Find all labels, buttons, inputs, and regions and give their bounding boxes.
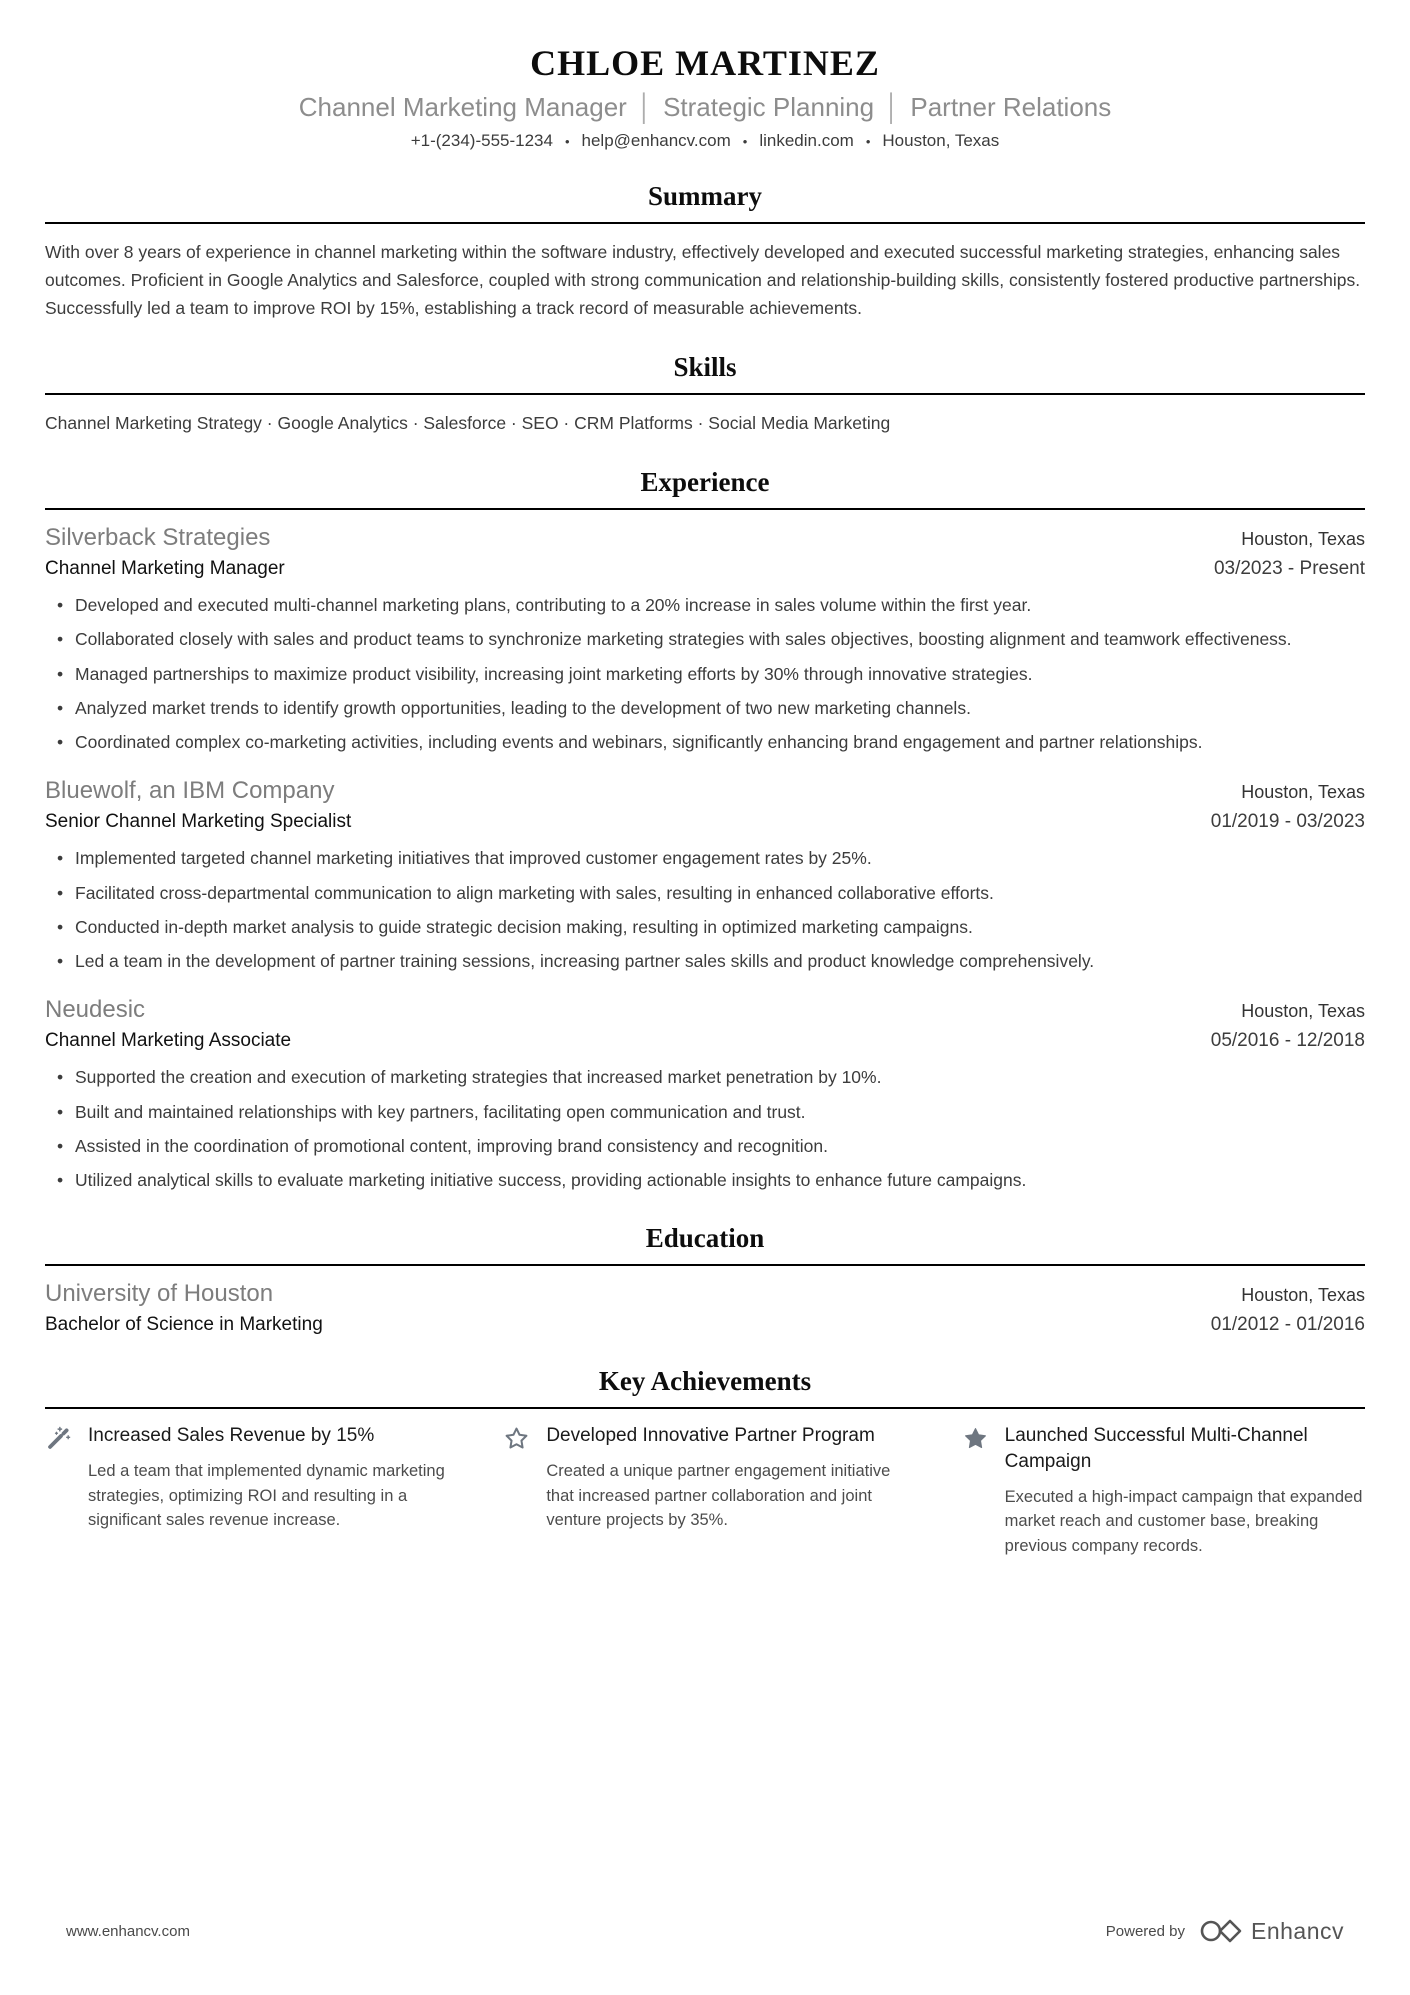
company-name: Bluewolf, an IBM Company xyxy=(45,777,335,805)
experience-heading: Experience xyxy=(640,467,770,497)
section-education xyxy=(45,1223,1365,1336)
section-achievements xyxy=(45,1366,1365,1559)
headline-separator: │ xyxy=(636,92,654,122)
section-skills xyxy=(45,352,1365,437)
contact-line xyxy=(45,131,1365,151)
company-location: Houston, Texas xyxy=(1241,529,1365,549)
page-footer xyxy=(0,1897,1410,1995)
headline-part: Channel Marketing Manager xyxy=(298,92,627,122)
bullet-item: • Coordinated complex co-marketing activities, including events and webinars, significantly enhancing brand engagement and partner relationships. xyxy=(53,729,1365,755)
skills-text: Channel Marketing Strategy · Google Analytics · Salesforce · SEO · CRM Platforms · Social Media Marketing xyxy=(45,413,891,433)
achievement-content xyxy=(546,1423,906,1533)
enhancv-brand-text: Enhancv xyxy=(1250,1917,1344,1944)
degree-name: Bachelor of Science in Marketing xyxy=(45,1314,323,1336)
bullet-item: • Supported the creation and execution of marketing strategies that increased market penetration by 10%. xyxy=(53,1064,1365,1090)
experience-entry xyxy=(45,524,1365,755)
skills-heading: Skills xyxy=(673,352,737,382)
star-outline-icon xyxy=(503,1425,530,1452)
achievement-content xyxy=(1005,1423,1365,1559)
bullet-item: • Managed partnerships to maximize product visibility, increasing joint marketing efforts by 30% through innovative strategies. xyxy=(53,661,1365,687)
achievement-content xyxy=(88,1423,448,1533)
achievement-text: Created a unique partner engagement initiative that increased partner collaboration and joint venture projects by 35%. xyxy=(546,1461,891,1530)
education-entry xyxy=(45,1280,1365,1336)
headline-part: Strategic Planning xyxy=(663,92,875,122)
star-filled-icon xyxy=(962,1425,989,1452)
enhancv-logo-icon xyxy=(1199,1917,1243,1945)
school-name: University of Houston xyxy=(45,1280,274,1308)
bullet-list xyxy=(45,1064,1365,1193)
company-location: Houston, Texas xyxy=(1241,782,1365,803)
bullet-list xyxy=(45,845,1365,974)
achievement-item xyxy=(503,1423,906,1559)
bullet-item: • Analyzed market trends to identify growth opportunities, leading to the development of two new marketing channels. xyxy=(53,695,1365,721)
section-divider xyxy=(45,1264,1365,1266)
achievement-item xyxy=(45,1423,448,1559)
bullet-item: • Conducted in-depth market analysis to guide strategic decision making, resulting in optimized marketing campaigns. xyxy=(53,914,1365,940)
bullet-item: • Developed and executed multi-channel marketing plans, contributing to a 20% increase in sales volume within the first year. xyxy=(53,592,1365,618)
summary-heading: Summary xyxy=(648,181,762,211)
resume-header xyxy=(45,42,1365,151)
headline-part: Partner Relations xyxy=(910,92,1112,122)
candidate-name: CHLOE MARTINEZ xyxy=(530,43,880,83)
email-link[interactable]: help@enhancv.com xyxy=(581,131,731,150)
bullet-item: • Implemented targeted channel marketing initiatives that improved customer engagement rates by 25%. xyxy=(53,845,1365,871)
bullet-list xyxy=(45,592,1365,755)
school-location: Houston, Texas xyxy=(1241,1285,1365,1306)
experience-entry xyxy=(45,996,1365,1193)
candidate-headline xyxy=(45,92,1365,123)
footer-url-link[interactable]: www.enhancv.com xyxy=(66,1922,190,1940)
enhancv-logo[interactable] xyxy=(1199,1917,1344,1945)
achievement-text: Led a team that implemented dynamic marketing strategies, optimizing ROI and resulting in a significant sales revenue increase. xyxy=(88,1461,445,1530)
company-location: Houston, Texas xyxy=(1241,1001,1365,1022)
achievement-text: Executed a high-impact campaign that expanded market reach and customer base, breaking previous company records. xyxy=(1004,1487,1363,1556)
section-summary xyxy=(45,181,1365,322)
job-title: Channel Marketing Associate xyxy=(45,1030,292,1052)
bullet-item: • Built and maintained relationships with key partners, facilitating open communication and trust. xyxy=(53,1099,1365,1125)
company-name: Silverback Strategies xyxy=(45,524,271,551)
job-title: Channel Marketing Manager xyxy=(45,558,285,579)
achievements-grid xyxy=(45,1423,1365,1559)
achievement-item xyxy=(962,1423,1365,1559)
phone-number: +1-(234)-555-1234 xyxy=(410,131,553,150)
section-experience xyxy=(45,467,1365,1193)
achievement-title: Increased Sales Revenue by 15% xyxy=(88,1425,375,1447)
location-text: Houston, Texas xyxy=(882,131,1000,150)
experience-entry xyxy=(45,777,1365,974)
powered-by-block xyxy=(1106,1917,1344,1945)
linkedin-link[interactable]: linkedin.com xyxy=(759,131,854,150)
degree-dates: 01/2012 - 01/2016 xyxy=(1210,1314,1365,1336)
achievement-title: Developed Innovative Partner Program xyxy=(546,1425,875,1447)
job-dates: 03/2023 - Present xyxy=(1213,558,1365,579)
contact-separator: • xyxy=(564,133,570,149)
bullet-item: • Assisted in the coordination of promotional content, improving brand consistency and recognition. xyxy=(53,1133,1365,1159)
bullet-item: • Facilitated cross-departmental communication to align marketing with sales, resulting in enhanced collaborative efforts. xyxy=(53,880,1365,906)
bullet-item: • Utilized analytical skills to evaluate marketing initiative success, providing actionable insights to enhance future campaigns. xyxy=(53,1167,1365,1193)
contact-separator: • xyxy=(742,133,748,149)
section-divider xyxy=(45,1407,1365,1409)
job-dates: 01/2019 - 03/2023 xyxy=(1210,811,1365,833)
section-divider xyxy=(45,508,1365,510)
bullet-item: • Collaborated closely with sales and product teams to synchronize marketing strategies with sales objectives, boosting alignment and teamwork effectiveness. xyxy=(53,626,1365,652)
education-heading: Education xyxy=(645,1223,765,1254)
headline-separator: │ xyxy=(884,92,901,122)
job-title: Senior Channel Marketing Specialist xyxy=(45,811,352,833)
achievement-title: Launched Successful Multi-Channel Campaign xyxy=(1004,1425,1308,1472)
section-divider xyxy=(45,222,1365,224)
magic-wand-icon xyxy=(45,1425,72,1452)
achievements-heading: Key Achievements xyxy=(598,1366,812,1397)
summary-text: With over 8 years of experience in channel marketing within the software industry, effectively developed and executed successful marketing strategies, enhancing sales outcomes. Proficient in Google Analytics and Salesforce, coupled with strong communication and relationship-building skills, consistently fostered productive partnerships. Successfully led a team to improve ROI by 15%, establishing a track record of measurable achievements. xyxy=(45,242,1361,318)
powered-by-label: Powered by xyxy=(1105,1922,1185,1940)
company-name: Neudesic xyxy=(45,996,146,1024)
job-dates: 05/2016 - 12/2018 xyxy=(1210,1030,1365,1052)
contact-separator: • xyxy=(865,133,871,149)
bullet-item: • Led a team in the development of partner training sessions, increasing partner sales skills and product knowledge comprehensively. xyxy=(53,948,1365,974)
section-divider xyxy=(45,393,1365,395)
